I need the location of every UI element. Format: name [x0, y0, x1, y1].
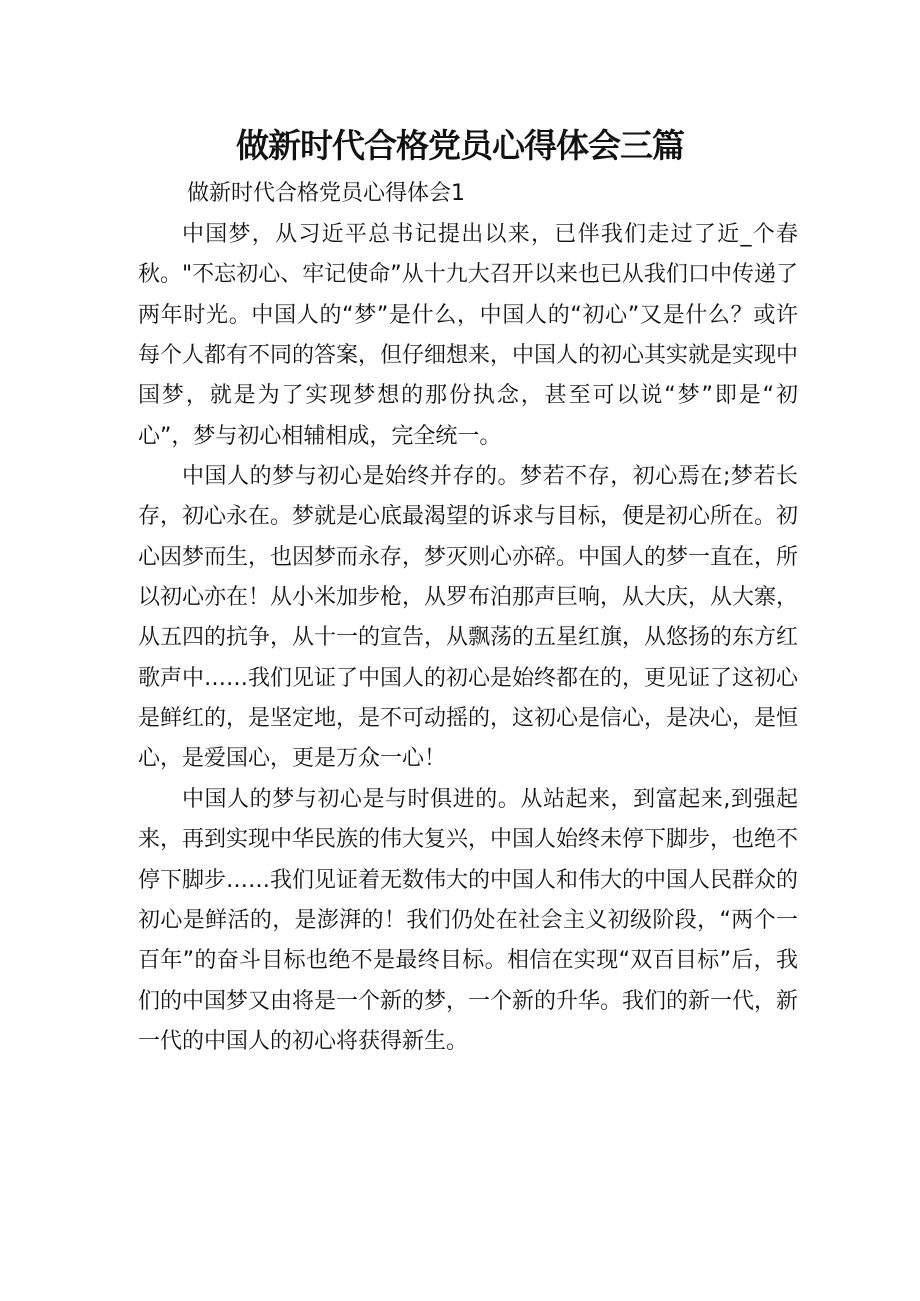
paragraph-1: 中国梦，从习近平总书记提出以来，已伴我们走过了近_个春秋。"不忘初心、牢记使命”从十九大召开以来也已从我们口中传递了两年时光。中国人的“梦”是什么，中国人的“初心”又是什么？或许每个人都有不同的答案，但仔细想来，中国人的初心其实就是实现中国梦，就是为了实现梦想的那份执念，甚至可以说“梦”即是“初心”，梦与初心相辅相成，完全统一。 — [138, 222, 799, 449]
section-subtitle: 做新时代合格党员心得体会1 — [187, 181, 465, 206]
document-title: 做新时代合格党员心得体会三篇 — [236, 126, 684, 165]
document-body — [138, 215, 798, 1062]
paragraph-2: 中国人的梦与初心是始终并存的。梦若不存，初心焉在;梦若长存，初心永在。梦就是心底最渴望的诉求与目标，便是初心所在。初心因梦而生，也因梦而永存，梦灭则心亦碎。中国人的梦一直在，所以初心亦在！从小米加步枪，从罗布泊那声巨响，从大庆，从大寨，从五四的抗争，从十一的宣告，从飘荡的五星红旗，从悠扬的东方红歌声中……我们见证了中国人的初心是始终都在的，更见证了这初心是鲜红的，是坚定地，是不可动摇的，这初心是信心，是决心，是恒心，是爱国心，更是万众一心！ — [138, 464, 799, 772]
paragraph-3: 中国人的梦与初心是与时俱进的。从站起来，到富起来,到强起来，再到实现中华民族的伟大复兴，中国人始终未停下脚步，也绝不停下脚步……我们见证着无数伟大的中国人和伟大的中国人民群众的初心是鲜活的，是澎湃的！我们仍处在社会主义初级阶段，“两个一百年”的奋斗目标也绝不是最终目标。相信在实现“双百目标”后，我们的中国梦又由将是一个新的梦，一个新的升华。我们的新一代，新一代的中国人的初心将获得新生。 — [138, 786, 799, 1054]
